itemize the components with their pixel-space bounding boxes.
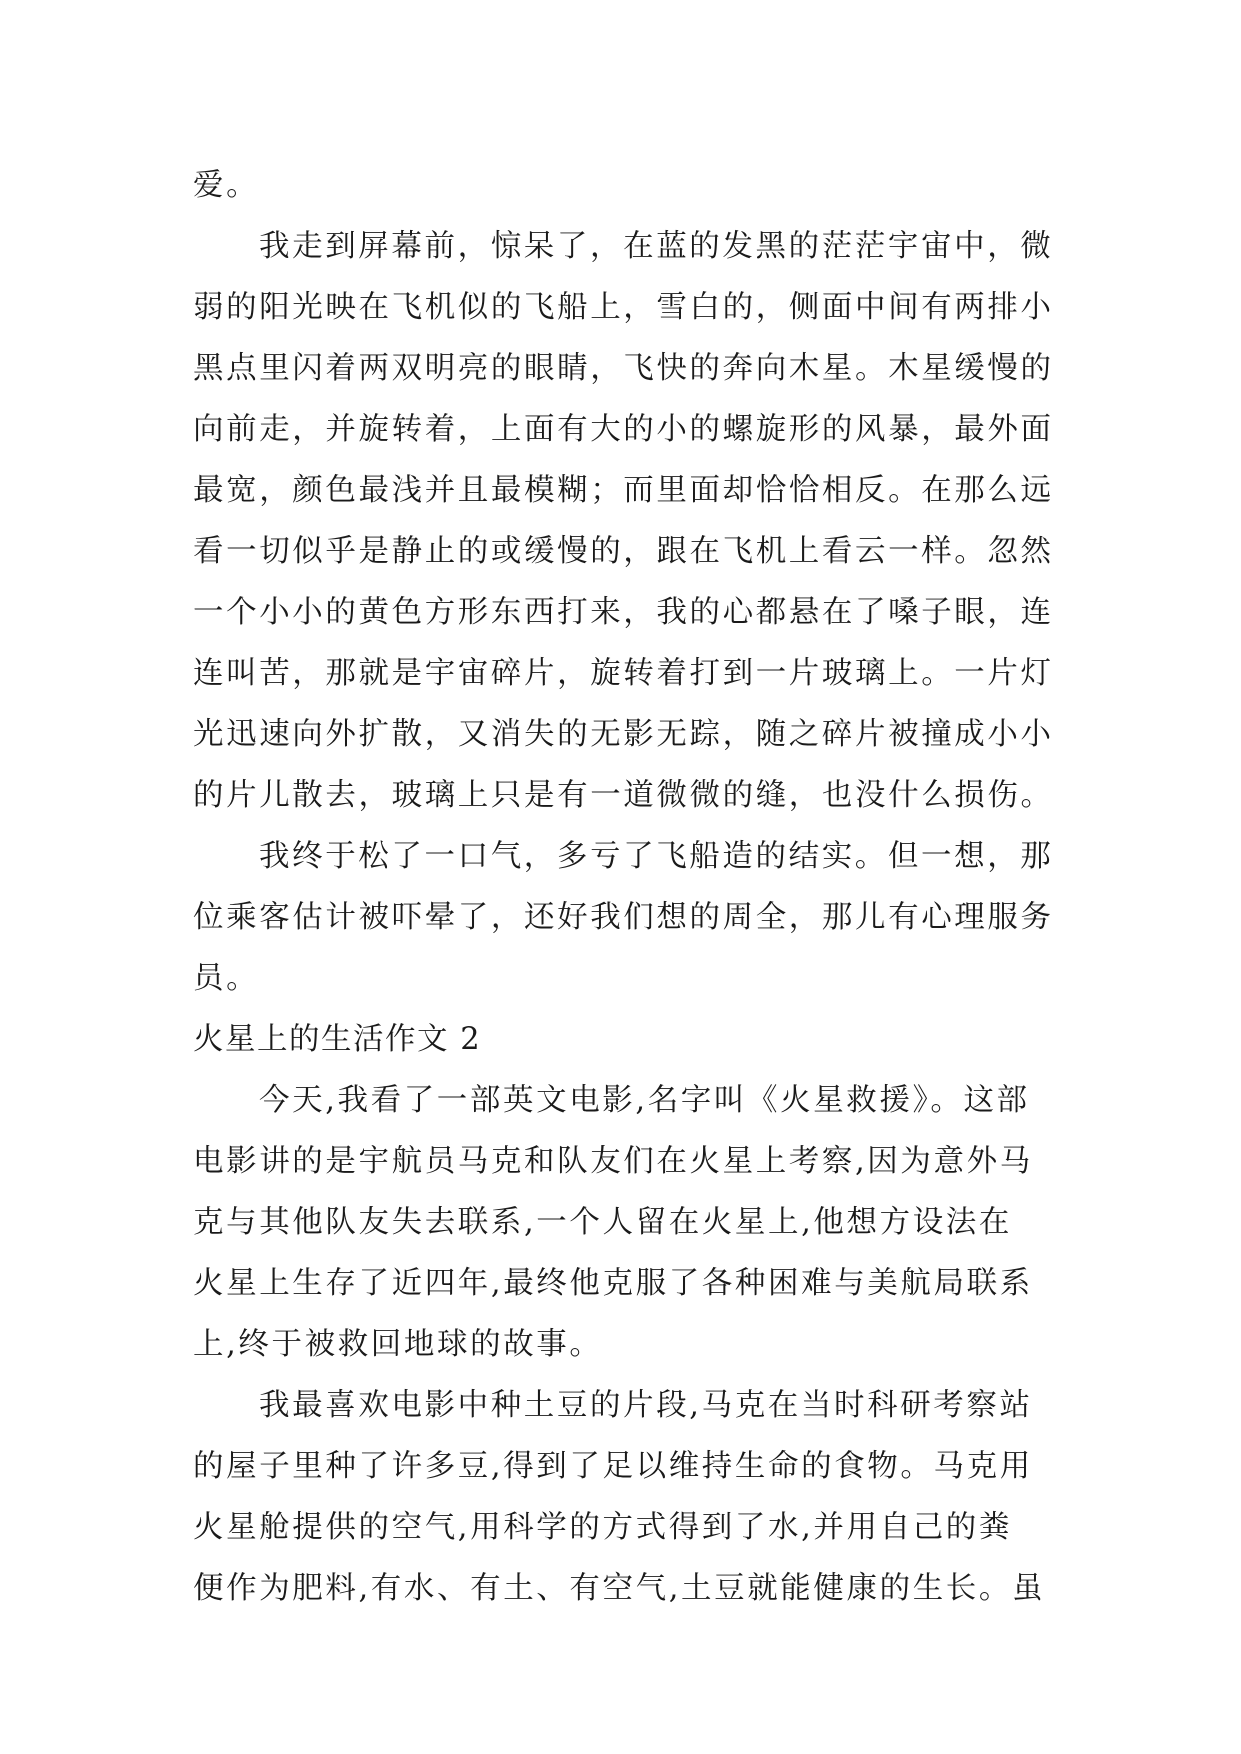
text-line: 我最喜欢电影中种土豆的片段,马克在当时科研考察站 — [259, 1388, 1033, 1423]
text-line: 一个小小的黄色方形东西打来，我的心都悬在了嗓子眼，连 — [193, 595, 1054, 630]
text-line: 火星上生存了近四年,最终他克服了各种困难与美航局联系 — [193, 1266, 1033, 1301]
text-line: 员。 — [193, 961, 260, 996]
text-line: 黑点里闪着两双明亮的眼睛，飞快的奔向木星。木星缓慢的 — [193, 351, 1054, 386]
paragraph-movie-intro — [193, 1070, 1073, 1375]
paragraph-relief — [193, 826, 1073, 1009]
text-line: 便作为肥料,有水、有土、有空气,土豆就能健康的生长。虽 — [193, 1571, 1046, 1606]
text-line: 向前走，并旋转着，上面有大的小的螺旋形的风暴，最外面 — [193, 412, 1054, 447]
text-line: 连叫苦，那就是宇宙碎片，旋转着打到一片玻璃上。一片灯 — [193, 656, 1054, 691]
text-line: 看一切似乎是静止的或缓慢的，跟在飞机上看云一样。忽然 — [193, 534, 1054, 569]
text-line: 我终于松了一口气，多亏了飞船造的结实。但一想，那 — [259, 839, 1054, 874]
text-line: 我走到屏幕前，惊呆了，在蓝的发黑的茫茫宇宙中，微 — [259, 229, 1054, 264]
document-body — [193, 155, 1073, 1619]
text-line: 的屋子里种了许多豆,得到了足以维持生命的食物。马克用 — [193, 1449, 1033, 1484]
text-line: 光迅速向外扩散，又消失的无影无踪，随之碎片被撞成小小 — [193, 717, 1054, 752]
text-line: 位乘客估计被吓晕了，还好我们想的周全，那儿有心理服务 — [193, 900, 1054, 935]
paragraph-ending — [193, 155, 1073, 216]
paragraph-potato-scene — [193, 1375, 1073, 1619]
paragraph-screen-scene — [193, 216, 1073, 826]
section-heading: 火星上的生活作文 2 — [193, 1022, 482, 1057]
text-line: 爱。 — [193, 168, 260, 203]
text-line: 今天,我看了一部英文电影,名字叫《火星救援》。这部 — [259, 1083, 1030, 1118]
text-line: 最宽，颜色最浅并且最模糊；而里面却恰恰相反。在那么远 — [193, 473, 1054, 508]
text-line: 上,终于被救回地球的故事。 — [193, 1327, 603, 1362]
text-line: 弱的阳光映在飞机似的飞船上，雪白的，侧面中间有两排小 — [193, 290, 1054, 325]
text-line: 电影讲的是宇航员马克和队友们在火星上考察,因为意外马 — [193, 1144, 1033, 1179]
text-line: 克与其他队友失去联系,一个人留在火星上,他想方设法在 — [193, 1205, 1012, 1240]
text-line: 火星舱提供的空气,用科学的方式得到了水,并用自己的粪 — [193, 1510, 1012, 1545]
text-line: 的片儿散去，玻璃上只是有一道微微的缝，也没什么损伤。 — [193, 778, 1054, 813]
